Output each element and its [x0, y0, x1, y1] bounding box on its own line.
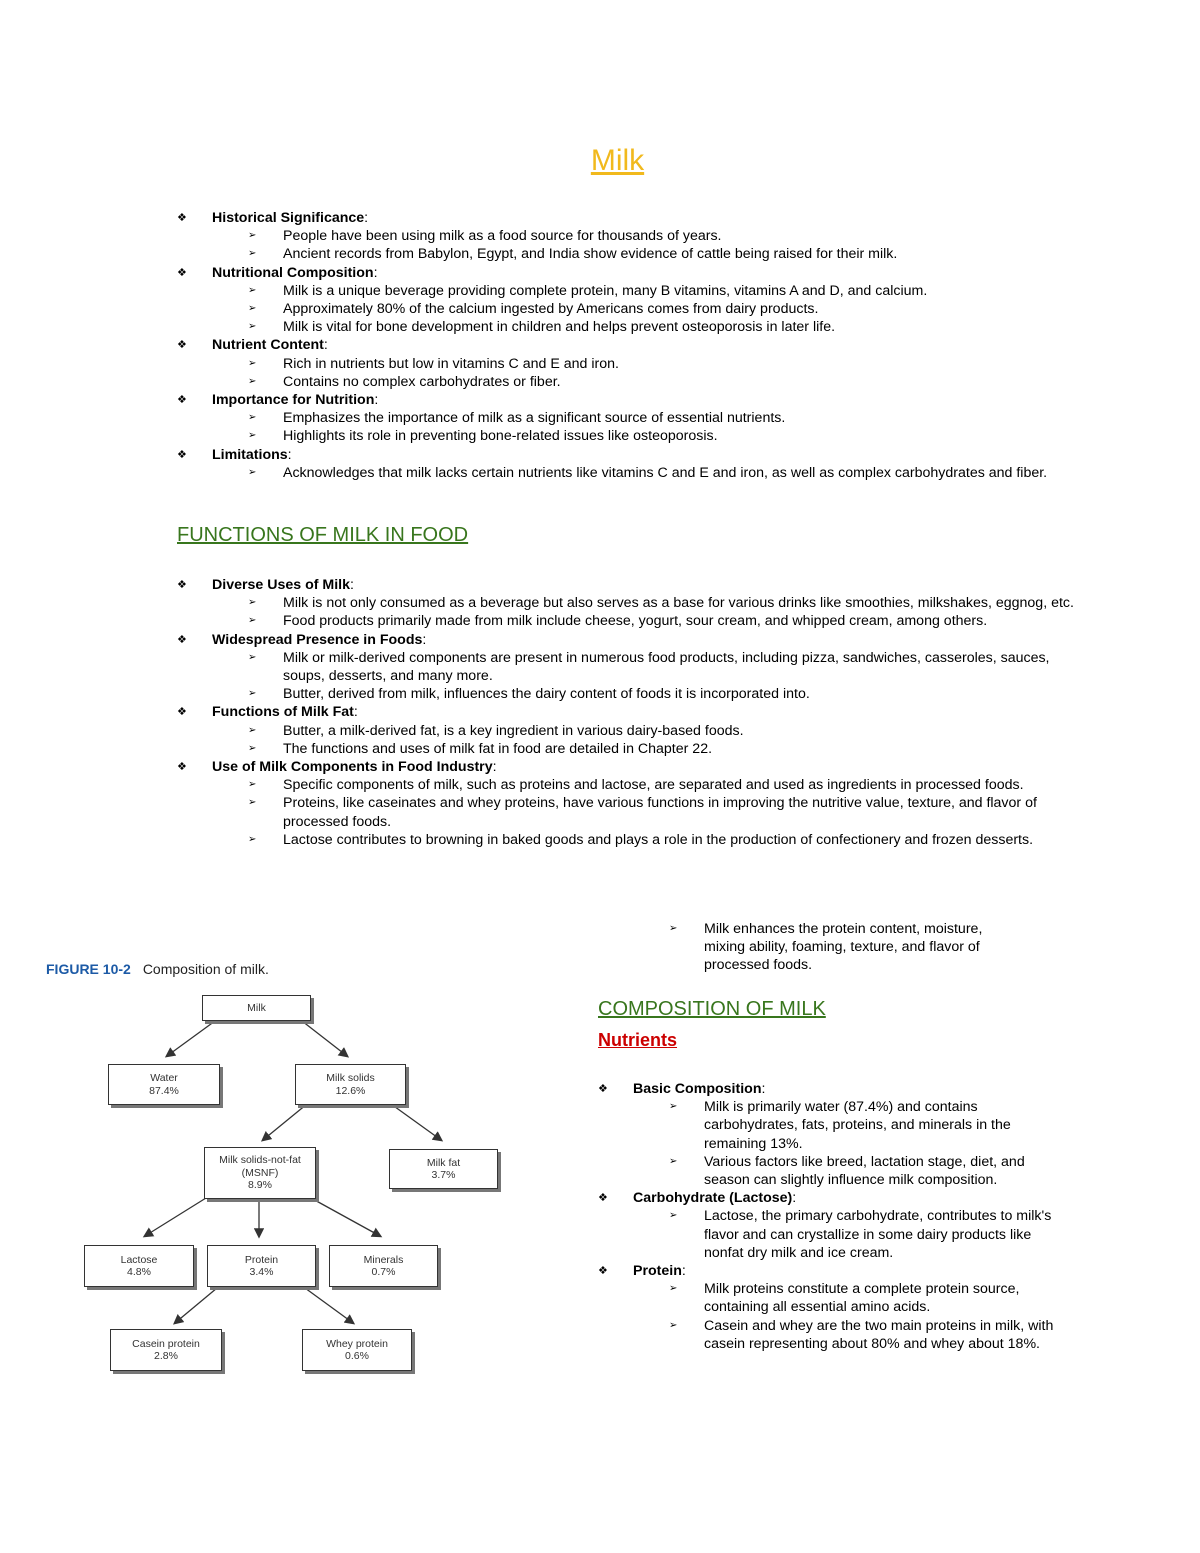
node-value: 87.4%	[149, 1084, 179, 1097]
bullet-heading-label: Diverse Uses of Milk	[212, 577, 350, 593]
bullet-heading-colon: :	[374, 392, 379, 409]
bullet-heading-label: Historical Significance	[212, 210, 365, 226]
node-label: Milk solids-not-fat	[219, 1154, 301, 1167]
bullet-heading-colon: :	[373, 264, 378, 281]
sub-bullet-item: ➢ Butter, derived from milk, influences the dairy content of foods it is incorporated into.	[177, 685, 1077, 703]
bullet-heading-colon: :	[350, 577, 354, 593]
node-value: 0.6%	[345, 1350, 369, 1362]
bullet-heading-colon: :	[681, 1263, 686, 1280]
node-value: 8.9%	[248, 1179, 272, 1192]
sub-bullet-item: ➢ Milk or milk-derived components are present in numerous food products, including pizza, sandwiches, casseroles, sauces, soups, desserts, and many more.	[177, 649, 1077, 685]
sub-bullet-item: ➢ Milk is a unique beverage providing complete protein, many B vitamins, vitamins A and D, and calcium.	[177, 282, 1077, 300]
sub-bullet-item: ➢ Emphasizes the importance of milk as a significant source of essential nutrients.	[177, 409, 1077, 427]
bullet-heading-colon: :	[323, 337, 328, 354]
figure-number: FIGURE 10-2	[46, 961, 131, 977]
sub-bullet-item: ➢ Food products primarily made from milk include cheese, yogurt, sour cream, and whipped cream, among others.	[177, 612, 1077, 630]
bullet-heading-label: Functions of Milk Fat	[212, 704, 354, 721]
sub-bullet-item: ➢ Milk is vital for bone development in children and helps prevent osteoporosis in later life.	[177, 318, 1077, 336]
node-milk-solids	[295, 1064, 406, 1105]
node-milk	[202, 995, 311, 1021]
sub-bullet-item: ➢ Milk is not only consumed as a beverage but also serves as a base for various drinks like smoothies, milkshakes, eggnog, etc.	[177, 594, 1077, 612]
sub-bullet-item: ➢ Various factors like breed, lactation stage, diet, and season can slightly influence milk composition.	[598, 1153, 1068, 1189]
figure-title: Composition of milk.	[142, 961, 269, 977]
bullet-heading-label: Limitations	[212, 446, 288, 463]
bullet-heading-label: Nutrient Content	[212, 337, 324, 354]
bullet-heading-colon: :	[761, 1081, 766, 1097]
node-label: Whey protein	[326, 1337, 388, 1350]
bullet-heading-colon: :	[792, 1190, 797, 1207]
node-value: 3.7%	[431, 1169, 456, 1181]
sub-bullet-item: ➢ Lactose, the primary carbohydrate, contributes to milk's flavor and can crystallize in some dairy products like nonfat dry milk and ice cream.	[598, 1207, 1068, 1262]
node-label: Minerals	[363, 1253, 404, 1266]
node-label: Casein protein	[132, 1337, 200, 1350]
heading-functions-of-milk: FUNCTIONS OF MILK IN FOOD	[177, 524, 469, 546]
bullet-heading-label: Importance for Nutrition	[212, 392, 375, 409]
node-label: Lactose	[120, 1253, 158, 1266]
sub-bullet-item: ➢ Contains no complex carbohydrates or fiber.	[177, 373, 1077, 391]
sub-bullet-item: ➢ Proteins, like caseinates and whey proteins, have various functions in improving the nutritive value, texture, and flavor of processed foods.	[177, 794, 1077, 830]
node-whey-protein	[302, 1329, 412, 1371]
node-label: Milk	[247, 1001, 266, 1014]
node-label: Milk fat	[426, 1156, 461, 1169]
sub-bullet-item: ➢ Milk proteins constitute a complete protein source, containing all essential amino acids.	[598, 1280, 1068, 1316]
node-protein	[207, 1245, 316, 1287]
bullet-heading-label: Protein	[633, 1263, 682, 1280]
node-value: 4.8%	[127, 1266, 151, 1278]
bullet-heading-colon: :	[287, 446, 292, 463]
node-label: Milk solids	[326, 1072, 375, 1084]
node-minerals	[329, 1245, 438, 1287]
node-milk-solids-not-fat	[204, 1147, 316, 1199]
sub-bullet-item: ➢ Acknowledges that milk lacks certain nutrients like vitamins C and E and iron, as well as complex carbohydrates and fiber.	[177, 464, 1077, 482]
subheading-nutrients: Nutrients	[598, 1030, 678, 1050]
sub-bullet-item: ➢ Highlights its role in preventing bone-related issues like osteoporosis.	[177, 427, 1077, 445]
node-casein-protein	[110, 1329, 222, 1371]
node-value: 0.7%	[371, 1266, 396, 1278]
node-value: 3.4%	[249, 1266, 274, 1278]
bullet-heading-label: Nutritional Composition	[212, 264, 374, 281]
sub-bullet-item: ➢ Approximately 80% of the calcium ingested by Americans comes from dairy products.	[177, 300, 1077, 318]
bullet-heading-colon: :	[364, 210, 369, 226]
sub-bullet-item: ➢ Lactose contributes to browning in baked goods and plays a role in the production of confectionery and frozen desserts.	[177, 831, 1077, 849]
sub-bullet-item: ➢ Milk is primarily water (87.4%) and contains carbohydrates, fats, proteins, and minerals in the remaining 13%.	[598, 1098, 1068, 1153]
bullet-heading-label: Carbohydrate (Lactose)	[633, 1190, 793, 1207]
bullet-heading-label: Use of Milk Components in Food Industry	[212, 759, 493, 776]
bullet-heading-colon: :	[422, 631, 427, 648]
bullet-heading-label: Widespread Presence in Foods	[212, 631, 423, 648]
sub-bullet-item: ➢ Butter, a milk-derived fat, is a key ingredient in various dairy-based foods.	[177, 722, 1077, 740]
bullet-heading-label: Basic Composition	[633, 1081, 762, 1097]
node-value: 2.8%	[154, 1350, 178, 1362]
sub-bullet-item: ➢ Specific components of milk, such as proteins and lactose, are separated and used as ingredients in processed foods.	[177, 776, 1077, 794]
sub-bullet-item: ➢ People have been using milk as a food source for thousands of years.	[177, 227, 1077, 245]
sub-bullet-item: ➢ The functions and uses of milk fat in food are detailed in Chapter 22.	[177, 740, 1077, 758]
sub-bullet-item: ➢ Rich in nutrients but low in vitamins C and E and iron.	[177, 355, 1077, 373]
bullet-heading-colon: :	[353, 704, 358, 721]
heading-composition-of-milk: COMPOSITION OF MILK	[598, 998, 826, 1020]
bullet-heading-colon: :	[492, 759, 497, 776]
node-value: 12.6%	[335, 1084, 366, 1097]
node-milk-fat	[389, 1149, 498, 1189]
page-title: Milk	[590, 144, 645, 177]
sub-bullet-item: ➢ Milk enhances the protein content, moisture, mixing ability, foaming, texture, and flavor of processed foods.	[598, 920, 988, 975]
sub-bullet-item: ➢ Casein and whey are the two main proteins in milk, with casein representing about 80% and whey about 18%.	[598, 1317, 1068, 1353]
node-label: Water	[150, 1072, 178, 1084]
node-sub: (MSNF)	[241, 1166, 279, 1179]
node-label: Protein	[244, 1253, 279, 1266]
node-water	[108, 1064, 220, 1105]
sub-bullet-item: ➢ Ancient records from Babylon, Egypt, and India show evidence of cattle being raised for their milk.	[177, 245, 1077, 263]
node-lactose	[84, 1245, 194, 1287]
